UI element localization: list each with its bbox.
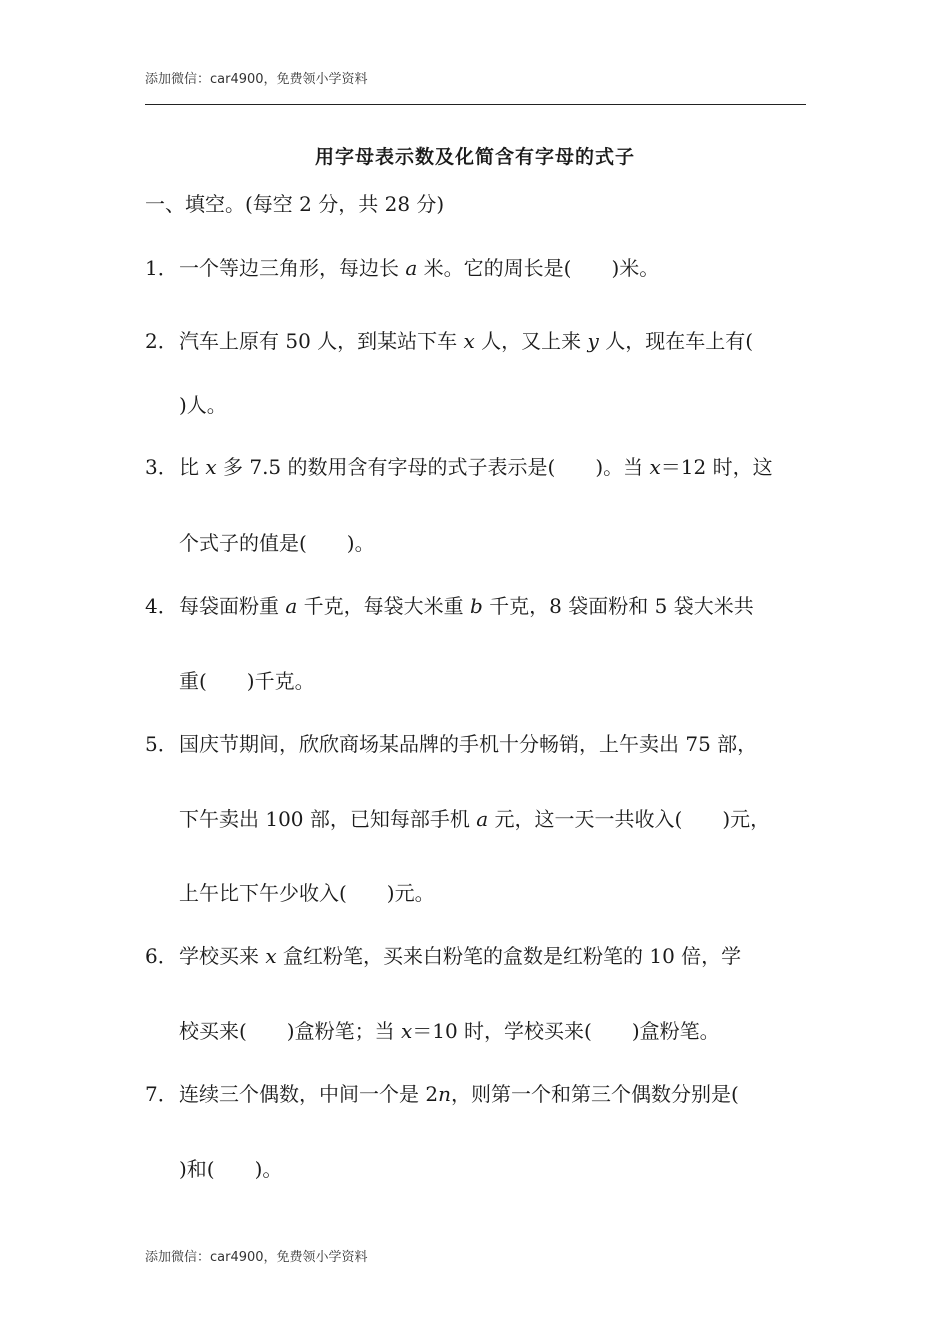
header-divider [145, 104, 806, 105]
variable: x [205, 455, 217, 479]
question-text-line: 校买来( )盒粉笔；当 x＝10 时，学校买来( )盒粉笔。 [179, 1019, 720, 1043]
variable: x [463, 329, 475, 353]
variable: x [400, 1019, 413, 1043]
variable: b [470, 594, 483, 618]
question-text-line: 汽车上原有 50 人，到某站下车 x 人，又上来 y 人，现在车上有( [179, 329, 754, 353]
page-header: 添加微信：car4900，免费领小学资料 [145, 72, 368, 87]
question-text-line: 一个等边三角形，每边长 a 米。它的周长是( )米。 [179, 256, 660, 280]
question-text-line: 国庆节期间，欣欣商场某品牌的手机十分畅销，上午卖出 75 部， [179, 732, 758, 756]
question-text-line: 上午比下午少收入( )元。 [179, 881, 435, 905]
page-footer: 添加微信：car4900，免费领小学资料 [145, 1250, 368, 1265]
variable: a [405, 256, 418, 280]
question-number: 4． [145, 594, 178, 618]
question-number: 5． [145, 732, 178, 756]
question-number: 1． [145, 256, 178, 280]
variable: n [438, 1082, 451, 1106]
question-text-line: 每袋面粉重 a 千克，每袋大米重 b 千克，8 袋面粉和 5 袋大米共 [179, 594, 754, 618]
variable: y [587, 329, 599, 353]
question-text-line: 下午卖出 100 部，已知每部手机 a 元，这一天一共收入( )元， [179, 807, 771, 831]
variable: x [649, 455, 661, 479]
question-text-line: 比 x 多 7.5 的数用含有字母的式子表示是( )。当 x＝12 时，这 [179, 455, 773, 479]
variable: a [476, 807, 489, 831]
section-heading: 一、填空。(每空 2 分，共 28 分) [145, 192, 445, 216]
question-number: 6． [145, 944, 178, 968]
variable: x [265, 944, 277, 968]
question-text-line: 连续三个偶数，中间一个是 2n，则第一个和第三个偶数分别是( [179, 1082, 739, 1106]
question-number: 7． [145, 1082, 178, 1106]
question-number: 3． [145, 455, 178, 479]
variable: a [285, 594, 298, 618]
question-text-line: )和( )。 [179, 1157, 283, 1181]
question-number: 2． [145, 329, 178, 353]
question-text-line: 重( )千克。 [179, 669, 315, 693]
question-text-line: )人。 [179, 393, 227, 417]
question-text-line: 学校买来 x 盒红粉笔，买来白粉笔的盒数是红粉笔的 10 倍，学 [179, 944, 742, 968]
question-text-line: 个式子的值是( )。 [179, 531, 375, 555]
worksheet-title: 用字母表示数及化简含有字母的式子 [314, 146, 635, 168]
